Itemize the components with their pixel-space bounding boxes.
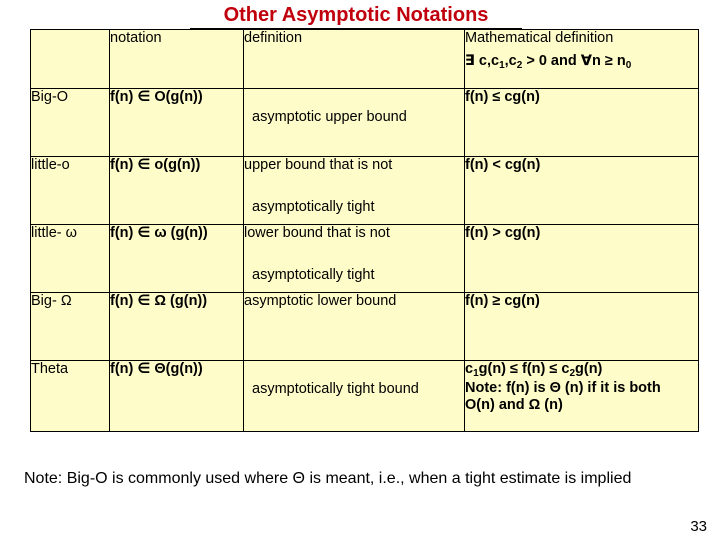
notations-table — [30, 29, 699, 432]
header-definition-label: definition — [244, 30, 303, 46]
footer-note: Note: Big-O is commonly used where Θ is meant, i.e., when a tight estimate is implied — [24, 470, 632, 487]
table-row — [31, 361, 699, 432]
row-definition-cell: upper bound that is not asymptotically tight — [244, 157, 465, 225]
theta-math-line1: $c_1g(n) \le f(n) \le c_2g(n)$ — [465, 361, 603, 379]
header-definition-cell — [244, 30, 465, 89]
row-definition-cell: asymptotic lower bound — [244, 293, 465, 361]
theta-math-line3: O(n) and Ω (n) — [465, 397, 563, 414]
row-notation-cell: f(n) ∈ Θ(g(n)) — [110, 361, 244, 432]
row-definition-cell: lower bound that is not asymptotically tight — [244, 225, 465, 293]
row-math-cell: f(n) ≥ cg(n) — [465, 293, 699, 361]
row-name-cell: little-o — [31, 157, 110, 225]
row-name-cell: Big- Ω — [31, 293, 110, 361]
row-definition-cell: asymptotically tight bound — [244, 361, 465, 432]
row-notation-cell: f(n) ∈ Ω (g(n)) — [110, 293, 244, 361]
row-notation-cell: f(n) ∈ o(g(n)) — [110, 157, 244, 225]
row-name-cell: little- ω — [31, 225, 110, 293]
slide-title: Other Asymptotic Notations — [223, 4, 489, 26]
page-number: 33 — [690, 518, 707, 535]
table-header-row — [31, 30, 699, 89]
table-row — [31, 293, 699, 361]
row-name-cell: Theta — [31, 361, 110, 432]
header-math-quantifiers: ∃ $c,c_1,c_2 > 0$ and ∀n ≥ $n_0$ — [465, 53, 632, 72]
row-math-cell: f(n) < cg(n) — [465, 157, 699, 225]
row-math-cell — [465, 361, 699, 432]
row-math-cell: f(n) > cg(n) — [465, 225, 699, 293]
header-name-cell — [31, 30, 110, 89]
row-definition-cell: asymptotic upper bound — [244, 89, 465, 157]
header-math-label: Mathematical definition — [465, 30, 614, 46]
row-notation-cell: f(n) ∈ O(g(n)) — [110, 89, 244, 157]
table-row — [31, 157, 699, 225]
theta-math-line2: Note: f(n) is Θ (n) if it is both — [465, 380, 661, 396]
row-notation-cell: f(n) ∈ ω (g(n)) — [110, 225, 244, 293]
table-row — [31, 225, 699, 293]
header-notation-label: notation — [110, 30, 162, 46]
table-row — [31, 89, 699, 157]
header-notation-cell — [110, 30, 244, 89]
row-name-cell: Big-O — [31, 89, 110, 157]
header-math-cell — [465, 30, 699, 89]
row-math-cell: f(n) ≤ cg(n) — [465, 89, 699, 157]
